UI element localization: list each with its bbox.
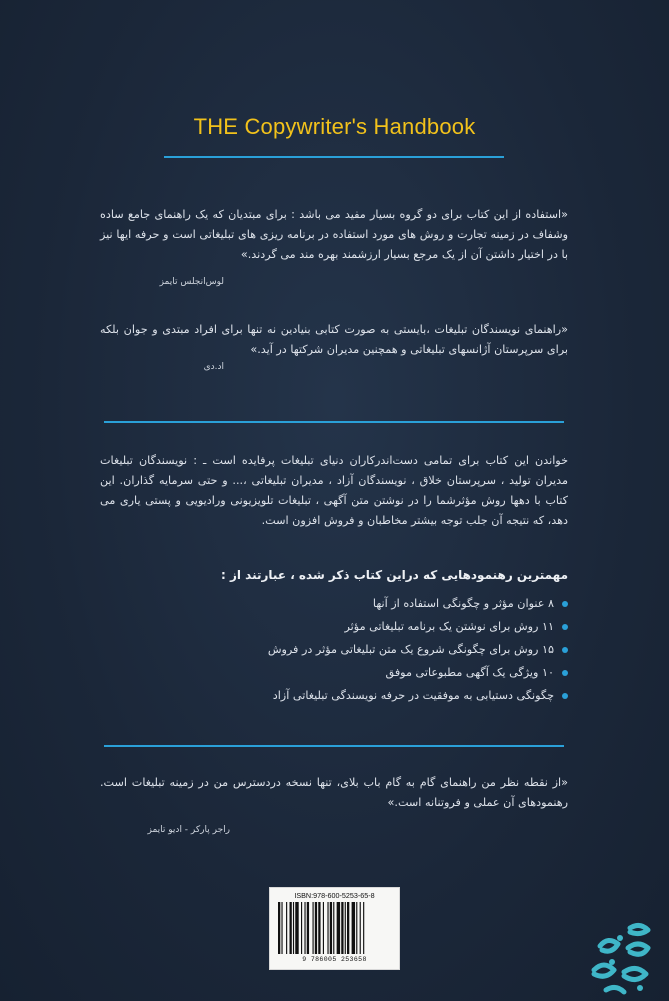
quote-roger-parker-attribution: راجر پارکر - ادیو تایمز — [147, 825, 230, 835]
book-title: THE Copywriter's Handbook — [193, 114, 476, 139]
list-item: ۱۵ روش برای چگونگی شروع یک متن تبلیغاتی مؤثر در فروش — [100, 640, 568, 659]
barcode-digits: 9 786005 253658 — [302, 956, 367, 963]
guidelines-heading: مهمترین رهنمودهایی که دراین کتاب ذکر شده ، عبارتند از : — [221, 568, 568, 582]
publisher-logo-icon — [580, 918, 660, 998]
quote-la-times-attribution: لوس‌انجلس تایمز — [159, 277, 224, 287]
section-divider-2 — [104, 745, 564, 747]
list-item: ۱۱ روش برای نوشتن یک برنامه تبلیغاتی مؤثر — [100, 617, 568, 636]
bullet-icon — [562, 693, 568, 699]
isbn-number: ISBN:978-600-5253-65-8 — [294, 891, 375, 900]
book-description: خواندن این کتاب برای تمامی دست‌اندرکاران دنیای تبلیغات پرفایده است ـ : نویسندگان تبلیغات مدیران تولید ، سرپرستان خلاق ، نویسندگان آزاد ، مدیران تبلیغاتی ،... و حتی سرمایه گذاران. این کتاب با دهها روش مؤثرشما را در نوشتن متن آگهی ، تبلیغات تلویزیونی ورادیویی و پستی یاری می دهد، که نتیجه آن جلب توجه بیشتر مخاطبان و فروش افزون است. — [100, 454, 568, 527]
list-item: چگونگی دستیابی به موفقیت در حرفه نویسندگی تبلیغاتی آزاد — [100, 686, 568, 705]
bullet-icon — [562, 601, 568, 607]
isbn-barcode — [269, 887, 400, 970]
bullet-icon — [562, 670, 568, 676]
quote-roger-parker: «از نقطه نظر من راهنمای گام به گام باب بلای، تنها نسخه دردسترس من در زمینه تبلیغات است. رهنمودهای آن عملی و فروتنانه است.» — [100, 776, 568, 809]
quote-ad-day-attribution: اد.دی — [203, 362, 224, 372]
section-divider-1 — [104, 421, 564, 423]
guidelines-list — [100, 594, 568, 709]
list-item: ۸ عنوان مؤثر و چگونگی استفاده از آنها — [100, 594, 568, 613]
bullet-icon — [562, 647, 568, 653]
quote-ad-day: «راهنمای نویسندگان تبلیغات ،بایستی به صورت کتابی بنیادین نه تنها برای افراد مبتدی و جوان بلکه برای سرپرستان آژانسهای تبلیغاتی و همچنین مدیران شرکتها در آید.» — [100, 323, 568, 356]
quote-la-times: «استفاده از این کتاب برای دو گروه بسیار مفید می باشد : برای مبتدیان که یک راهنمای جامع ساده وشفاف در زمینه تجارت و روش های مورد استفاده در برنامه ریزی های تبلیغاتی است و حرفه ایها نیز با در اختیار داشتن آن از یک مرجع بسیار ارزشمند بهره مند می گردند.» — [100, 208, 568, 261]
barcode-icon — [278, 902, 391, 954]
list-item: ۱۰ ویژگی یک آگهی مطبوعاتی موفق — [100, 663, 568, 682]
title-underline — [164, 156, 504, 158]
bullet-icon — [562, 624, 568, 630]
